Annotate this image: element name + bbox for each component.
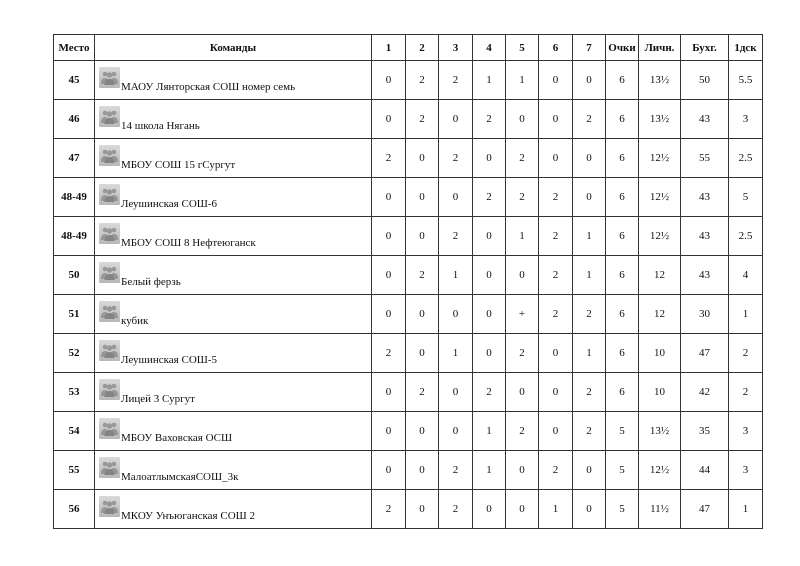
team-cell [95, 139, 372, 178]
round-7-cell: 2 [573, 412, 606, 451]
points-cell: 5 [606, 412, 639, 451]
place-cell: 48-49 [54, 217, 95, 256]
buchholz-cell: 42 [681, 373, 729, 412]
round-6-cell: 2 [539, 178, 573, 217]
round-2-cell: 2 [406, 373, 439, 412]
round-4-cell: 1 [473, 451, 506, 490]
personal-cell: 12½ [639, 451, 681, 490]
team-cell [95, 451, 372, 490]
team-avatar-icon [99, 184, 120, 205]
team-cell [95, 178, 372, 217]
round-5-cell: 0 [506, 256, 539, 295]
round-7-cell: 0 [573, 490, 606, 529]
round-4-cell: 0 [473, 256, 506, 295]
place-cell: 53 [54, 373, 95, 412]
round-1-cell: 0 [372, 373, 406, 412]
personal-cell: 10 [639, 373, 681, 412]
round-7-cell: 0 [573, 451, 606, 490]
header-round-3: 3 [439, 35, 473, 61]
team-name: Леушинская СОШ-6 [121, 198, 218, 210]
round-1-cell: 0 [372, 61, 406, 100]
points-cell: 6 [606, 256, 639, 295]
board1-cell: 3 [729, 451, 763, 490]
buchholz-cell: 55 [681, 139, 729, 178]
round-3-cell: 2 [439, 451, 473, 490]
table-row [54, 100, 763, 139]
round-6-cell: 2 [539, 217, 573, 256]
personal-cell: 12½ [639, 217, 681, 256]
board1-cell: 2.5 [729, 217, 763, 256]
team-avatar-icon [99, 106, 120, 127]
board1-cell: 4 [729, 256, 763, 295]
round-6-cell: 2 [539, 256, 573, 295]
team-avatar-icon [99, 301, 120, 322]
round-5-cell: 2 [506, 139, 539, 178]
round-7-cell: 2 [573, 295, 606, 334]
buchholz-cell: 43 [681, 100, 729, 139]
round-4-cell: 2 [473, 100, 506, 139]
personal-cell: 13½ [639, 61, 681, 100]
round-3-cell: 0 [439, 373, 473, 412]
points-cell: 6 [606, 334, 639, 373]
personal-cell: 12 [639, 256, 681, 295]
round-5-cell: 0 [506, 451, 539, 490]
team-avatar-icon [99, 262, 120, 283]
personal-cell: 12½ [639, 139, 681, 178]
team-name: МБОУ Ваховская ОСШ [121, 432, 233, 444]
team-name: МБОУ СОШ 8 Нефтеюганск [121, 237, 256, 249]
round-6-cell: 0 [539, 412, 573, 451]
table-row [54, 334, 763, 373]
team-cell [95, 334, 372, 373]
round-5-cell: 1 [506, 61, 539, 100]
team-cell [95, 490, 372, 529]
board1-cell: 2 [729, 373, 763, 412]
table-row [54, 412, 763, 451]
round-7-cell: 1 [573, 334, 606, 373]
round-1-cell: 2 [372, 139, 406, 178]
team-name: МБОУ СОШ 15 гСургут [121, 159, 236, 171]
buchholz-cell: 44 [681, 451, 729, 490]
round-1-cell: 0 [372, 256, 406, 295]
team-name: Лицей 3 Сургут [121, 393, 195, 405]
round-3-cell: 2 [439, 490, 473, 529]
round-6-cell: 1 [539, 490, 573, 529]
round-3-cell: 0 [439, 295, 473, 334]
round-1-cell: 0 [372, 412, 406, 451]
team-name: МКОУ Унъюганская СОШ 2 [121, 510, 255, 522]
round-5-cell: 2 [506, 412, 539, 451]
round-4-cell: 0 [473, 217, 506, 256]
team-name: Белый ферзь [121, 276, 181, 288]
personal-cell: 13½ [639, 412, 681, 451]
team-avatar-icon [99, 496, 120, 517]
team-avatar-icon [99, 223, 120, 244]
round-2-cell: 0 [406, 490, 439, 529]
round-4-cell: 0 [473, 334, 506, 373]
round-6-cell: 2 [539, 451, 573, 490]
board1-cell: 1 [729, 295, 763, 334]
round-1-cell: 0 [372, 178, 406, 217]
board1-cell: 2.5 [729, 139, 763, 178]
round-5-cell: 0 [506, 373, 539, 412]
team-avatar-icon [99, 418, 120, 439]
round-2-cell: 2 [406, 61, 439, 100]
round-7-cell: 1 [573, 256, 606, 295]
round-1-cell: 2 [372, 334, 406, 373]
round-7-cell: 2 [573, 373, 606, 412]
points-cell: 5 [606, 451, 639, 490]
round-2-cell: 2 [406, 256, 439, 295]
points-cell: 6 [606, 217, 639, 256]
round-1-cell: 2 [372, 490, 406, 529]
header-round-7: 7 [573, 35, 606, 61]
team-avatar-icon [99, 379, 120, 400]
round-6-cell: 2 [539, 295, 573, 334]
table-row [54, 139, 763, 178]
personal-cell: 11½ [639, 490, 681, 529]
personal-cell: 12 [639, 295, 681, 334]
round-4-cell: 0 [473, 295, 506, 334]
table-row [54, 295, 763, 334]
place-cell: 54 [54, 412, 95, 451]
round-5-cell: 2 [506, 334, 539, 373]
table-row [54, 451, 763, 490]
round-2-cell: 0 [406, 139, 439, 178]
round-4-cell: 1 [473, 61, 506, 100]
round-3-cell: 2 [439, 139, 473, 178]
points-cell: 6 [606, 295, 639, 334]
header-round-5: 5 [506, 35, 539, 61]
team-avatar-icon [99, 67, 120, 88]
round-7-cell: 0 [573, 139, 606, 178]
team-cell [95, 61, 372, 100]
round-4-cell: 2 [473, 373, 506, 412]
team-avatar-icon [99, 457, 120, 478]
team-name: МалоатлымскаяСОШ_3к [121, 471, 239, 483]
board1-cell: 2 [729, 334, 763, 373]
team-avatar-icon [99, 145, 120, 166]
board1-cell: 3 [729, 412, 763, 451]
personal-cell: 13½ [639, 100, 681, 139]
round-1-cell: 0 [372, 295, 406, 334]
round-1-cell: 0 [372, 451, 406, 490]
buchholz-cell: 50 [681, 61, 729, 100]
table-row [54, 61, 763, 100]
team-name: кубик [121, 315, 149, 327]
place-cell: 51 [54, 295, 95, 334]
round-4-cell: 1 [473, 412, 506, 451]
round-6-cell: 0 [539, 139, 573, 178]
round-3-cell: 1 [439, 334, 473, 373]
round-3-cell: 1 [439, 256, 473, 295]
personal-cell: 10 [639, 334, 681, 373]
board1-cell: 5.5 [729, 61, 763, 100]
table-row [54, 178, 763, 217]
points-cell: 6 [606, 61, 639, 100]
header-row [54, 35, 763, 61]
board1-cell: 1 [729, 490, 763, 529]
points-cell: 6 [606, 100, 639, 139]
board1-cell: 5 [729, 178, 763, 217]
round-6-cell: 0 [539, 100, 573, 139]
team-cell [95, 100, 372, 139]
team-name: Леушинская СОШ-5 [121, 354, 218, 366]
round-5-cell: 0 [506, 100, 539, 139]
round-2-cell: 0 [406, 178, 439, 217]
points-cell: 6 [606, 178, 639, 217]
round-3-cell: 0 [439, 178, 473, 217]
place-cell: 55 [54, 451, 95, 490]
place-cell: 52 [54, 334, 95, 373]
round-3-cell: 0 [439, 412, 473, 451]
round-7-cell: 1 [573, 217, 606, 256]
round-1-cell: 0 [372, 100, 406, 139]
personal-cell: 12½ [639, 178, 681, 217]
round-5-cell: 2 [506, 178, 539, 217]
header-round-1: 1 [372, 35, 406, 61]
round-5-cell: + [506, 295, 539, 334]
buchholz-cell: 43 [681, 217, 729, 256]
round-2-cell: 0 [406, 451, 439, 490]
buchholz-cell: 43 [681, 256, 729, 295]
round-6-cell: 0 [539, 373, 573, 412]
round-5-cell: 0 [506, 490, 539, 529]
header-personal: Личн. [639, 35, 681, 61]
round-3-cell: 0 [439, 100, 473, 139]
team-cell [95, 412, 372, 451]
table-row [54, 490, 763, 529]
team-avatar-icon [99, 340, 120, 361]
points-cell: 6 [606, 373, 639, 412]
round-2-cell: 0 [406, 217, 439, 256]
place-cell: 50 [54, 256, 95, 295]
round-2-cell: 0 [406, 334, 439, 373]
round-2-cell: 0 [406, 295, 439, 334]
team-cell [95, 295, 372, 334]
points-cell: 6 [606, 139, 639, 178]
team-cell [95, 256, 372, 295]
buchholz-cell: 47 [681, 334, 729, 373]
place-cell: 45 [54, 61, 95, 100]
board1-cell: 3 [729, 100, 763, 139]
round-7-cell: 0 [573, 178, 606, 217]
table-row [54, 256, 763, 295]
header-buchholz: Бухг. [681, 35, 729, 61]
round-7-cell: 2 [573, 100, 606, 139]
round-3-cell: 2 [439, 61, 473, 100]
header-place: Место [54, 35, 95, 61]
table-body [54, 61, 763, 529]
points-cell: 5 [606, 490, 639, 529]
buchholz-cell: 35 [681, 412, 729, 451]
buchholz-cell: 43 [681, 178, 729, 217]
round-4-cell: 2 [473, 178, 506, 217]
round-6-cell: 0 [539, 61, 573, 100]
round-4-cell: 0 [473, 490, 506, 529]
standings-table [53, 34, 763, 529]
team-cell [95, 217, 372, 256]
round-4-cell: 0 [473, 139, 506, 178]
round-2-cell: 0 [406, 412, 439, 451]
header-round-2: 2 [406, 35, 439, 61]
team-name: 14 школа Нягань [121, 120, 200, 132]
place-cell: 47 [54, 139, 95, 178]
team-cell [95, 373, 372, 412]
round-7-cell: 0 [573, 61, 606, 100]
place-cell: 48-49 [54, 178, 95, 217]
round-5-cell: 1 [506, 217, 539, 256]
table-row [54, 373, 763, 412]
header-points: Очки [606, 35, 639, 61]
round-3-cell: 2 [439, 217, 473, 256]
round-2-cell: 2 [406, 100, 439, 139]
buchholz-cell: 30 [681, 295, 729, 334]
header-round-4: 4 [473, 35, 506, 61]
header-team: Команды [95, 35, 372, 61]
table-row [54, 217, 763, 256]
place-cell: 56 [54, 490, 95, 529]
place-cell: 46 [54, 100, 95, 139]
team-name: МАОУ Лянторская СОШ номер семь [121, 81, 296, 93]
round-1-cell: 0 [372, 217, 406, 256]
header-board1: 1дск [729, 35, 763, 61]
round-6-cell: 0 [539, 334, 573, 373]
header-round-6: 6 [539, 35, 573, 61]
buchholz-cell: 47 [681, 490, 729, 529]
